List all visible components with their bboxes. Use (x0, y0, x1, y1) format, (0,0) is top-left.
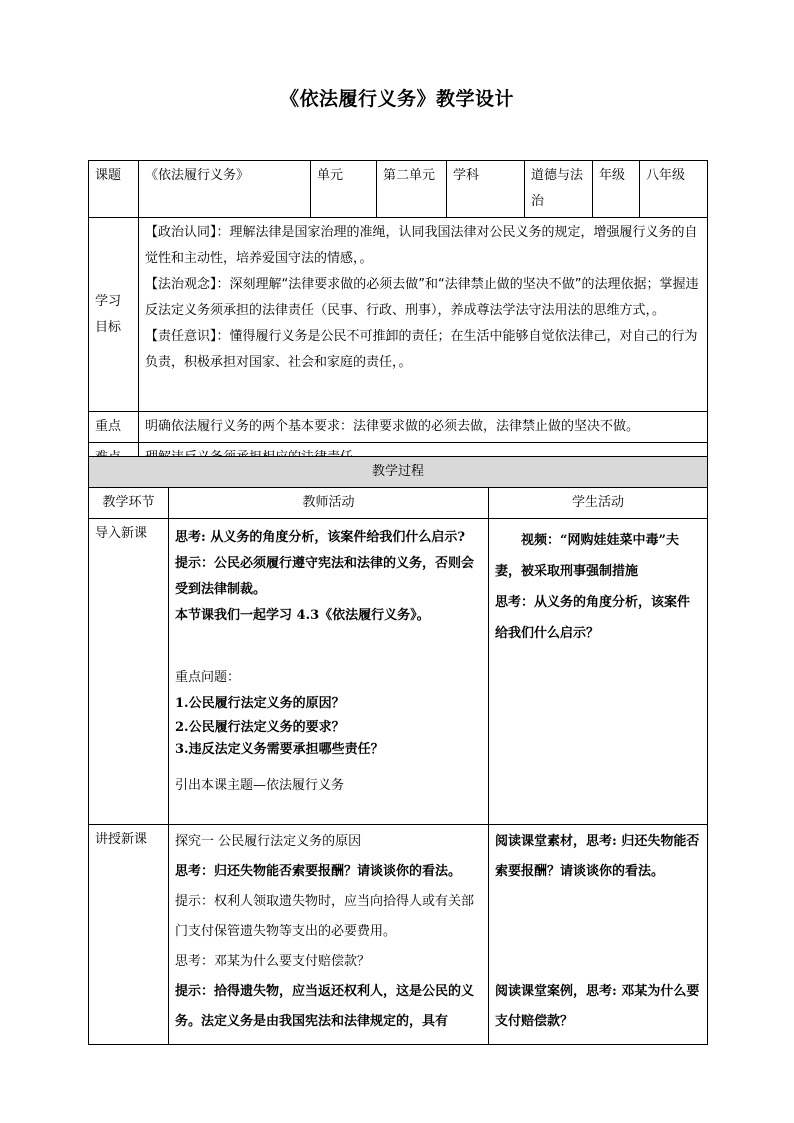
intro-teacher-line: 1.公民履行法定义务的原因？ (175, 696, 345, 711)
course-label: 课题 (89, 161, 139, 218)
process-header: 教学过程 (89, 457, 708, 488)
intro-student-activity (489, 519, 708, 825)
intro-teacher-line: 引出本课主题—依法履行义务 (175, 778, 345, 793)
key-point-label: 重点 (89, 412, 139, 443)
subject-value: 道德与法治 (525, 161, 593, 218)
subject-label: 学科 (447, 161, 525, 218)
lecture-teacher-line: 提示：权利人领取遗失物时，应当向拾得人或有关部门支付保管遗失物等支出的必要费用。 (175, 894, 475, 939)
column-stage: 教学环节 (89, 488, 169, 519)
intro-teacher-line: 重点问题： (175, 670, 241, 685)
column-teacher: 教师活动 (169, 488, 489, 519)
lecture-teacher-activity (169, 825, 489, 1045)
grade-value: 八年级 (640, 161, 708, 218)
goal-law: 【法治观念】：深刻理解“法律要求做的必须去做”和“法律禁止做的坚决不做”的法理依据；掌握违反法定义务须承担的法律责任（民事、行政、刑事），养成尊法学法守法用法的思维方式，。 (145, 277, 699, 318)
intro-teacher-activity (169, 519, 489, 825)
key-point-text: 明确依法履行义务的两个基本要求：法律要求做的必须去做，法律禁止做的坚决不做。 (139, 412, 708, 443)
lecture-student-activity (489, 825, 708, 1045)
intro-teacher-line: 3.违反法定义务需要承担哪些责任？ (175, 742, 384, 757)
intro-teacher-line: 本节课我们一起学习 4.3《依法履行义务》。 (175, 608, 430, 623)
unit-value: 第二单元 (377, 161, 447, 218)
intro-teacher-line: 思考: 从义务的角度分析，该案件给我们什么启示? (175, 530, 465, 545)
lesson-info-table (88, 160, 708, 474)
unit-label: 单元 (311, 161, 377, 218)
lecture-student-line: 阅读课堂案例，思考: 邓某为什么要支付赔偿款？ (495, 984, 700, 1029)
lecture-teacher-line: 提示：拾得遗失物，应当返还权利人，这是公民的义务。法定义务是由我国宪法和法律规定的，具有 (175, 984, 475, 1029)
column-student: 学生活动 (489, 488, 708, 519)
goal-responsibility: 【责任意识】：懂得履行义务是公民不可推卸的责任；在生活中能够自觉依法律己，对自己的行为负责，积极承担对国家、社会和家庭的责任，。 (145, 329, 698, 370)
intro-teacher-line: 提示：公民必须履行遵守宪法和法律的义务，否则会受到法律制裁。 (175, 556, 475, 597)
intro-student-line: 思考：从义务的角度分析，该案件给我们什么启示？ (495, 595, 691, 641)
grade-label: 年级 (593, 161, 640, 218)
lecture-teacher-line: 思考：归还失物能否索要报酬？请谈谈你的看法。 (175, 864, 462, 879)
stage-lecture: 讲授新课 (89, 825, 169, 1045)
stage-intro: 导入新课 (89, 519, 169, 825)
process-table (88, 456, 708, 1045)
document-title: 《依法履行义务》教学设计 (279, 88, 514, 110)
lecture-teacher-line: 探究一 公民履行法定义务的原因 (175, 834, 362, 849)
intro-student-line: 视频：“网购娃娃菜中毒”夫妻，被采取刑事强制措施 (495, 533, 679, 579)
lecture-teacher-line: 思考：邓某为什么要支付赔偿款？ (175, 954, 371, 969)
goals-content (139, 218, 708, 412)
lecture-student-line: 阅读课堂素材，思考: 归还失物能否索要报酬？请谈谈你的看法。 (495, 834, 700, 879)
intro-teacher-line: 2.公民履行法定义务的要求？ (175, 720, 345, 735)
course-value: 《依法履行义务》 (139, 161, 311, 218)
goals-label: 学习目标 (89, 218, 139, 412)
goal-political: 【政治认同】：理解法律是国家治理的准绳，认同我国法律对公民义务的规定，增强履行义务的自觉性和主动性，培养爱国守法的情感，。 (145, 225, 698, 266)
